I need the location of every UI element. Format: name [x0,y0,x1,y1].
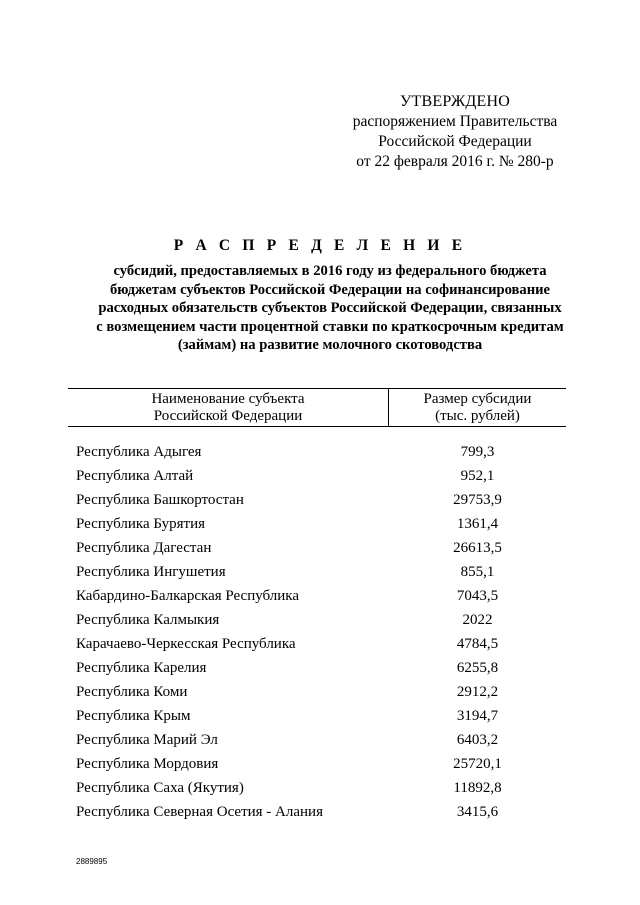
column-header-region-line-1: Наименование субъекта [151,391,305,407]
subsidy-amount: 4784,5 [456,636,499,652]
table-row [76,536,566,560]
subtitle-line: бюджетам субъектов Российской Федерации на софинансирование [109,281,551,298]
subsidy-amount: 26613,5 [453,540,502,556]
subtitle-line: расходных обязательств субъектов Российской Федерации, связанных [98,300,562,316]
region-name: Республика Северная Осетия - Алания [76,804,323,820]
subsidy-amount: 952,1 [460,468,495,484]
subsidy-amount: 3415,6 [456,804,499,820]
document-code: 2889895 [76,857,108,866]
region-name: Республика Алтай [76,468,194,484]
region-name: Карачаево-Черкесская Республика [76,636,296,652]
subsidy-amount: 25720,1 [453,756,502,772]
subsidy-amount: 6255,8 [456,660,499,676]
subsidy-amount: 2022 [462,612,493,628]
subtitle-line: (займам) на развитие молочного скотоводства [177,337,483,353]
region-name: Республика Крым [76,708,191,724]
region-name: Республика Калмыкия [76,612,220,628]
region-name: Республика Марий Эл [76,732,218,748]
table-row [76,584,566,608]
subsidy-amount: 2912,2 [456,684,499,700]
approval-line-1: распоряжением Правительства [352,113,558,130]
subsidy-amount: 855,1 [460,564,495,580]
subsidy-amount: 1361,4 [456,516,499,532]
table-row [76,680,566,704]
column-header-region-line-2: Российской Федерации [153,408,303,424]
table-row [76,656,566,680]
table-row [76,776,566,800]
region-name: Республика Карелия [76,660,207,676]
approved-label: УТВЕРЖДЕНО [399,93,510,110]
region-name: Республика Адыгея [76,444,202,460]
table-row [76,752,566,776]
approval-block [330,92,580,172]
table-row [76,512,566,536]
region-name: Республика Мордовия [76,756,219,772]
table-row [76,704,566,728]
subsidy-amount: 6403,2 [456,732,499,748]
table-row [76,728,566,752]
table-row [76,464,566,488]
column-header-amount-line-2: (тыс. рублей) [435,408,520,424]
table-row [76,560,566,584]
subtitle-line: с возмещением части процентной ставки по краткосрочным кредитам [96,318,564,335]
approval-line-2: Российской Федерации [378,133,532,150]
region-name: Республика Дагестан [76,540,212,556]
subtitle-line: субсидий, предоставляемых в 2016 году из федерального бюджета [113,263,547,279]
table-row [76,800,566,824]
subsidy-amount: 799,3 [460,444,495,460]
region-name: Республика Бурятия [76,516,206,532]
subsidy-amount: 29753,9 [453,492,502,508]
document-subtitle [60,262,600,355]
region-name: Республика Башкортостан [76,492,244,508]
region-name: Республика Коми [76,684,188,700]
table-row [76,440,566,464]
table-row [76,608,566,632]
subsidy-amount: 3194,7 [456,708,499,724]
region-name: Республика Саха (Якутия) [76,780,244,796]
table-body [76,440,566,824]
table-header [68,388,566,427]
subsidy-amount: 7043,5 [456,588,499,604]
table-row [76,488,566,512]
region-name: Республика Ингушетия [76,564,226,580]
document-title: Р А С П Р Е Д Е Л Е Н И Е [173,237,467,254]
table-row [76,632,566,656]
approval-line-3: от 22 февраля 2016 г. № 280-р [356,153,554,170]
region-name: Кабардино-Балкарская Республика [76,588,300,604]
subsidy-amount: 11892,8 [453,780,502,796]
column-header-region [68,391,388,425]
column-header-amount-line-1: Размер субсидии [423,391,532,407]
column-header-amount [389,391,566,425]
